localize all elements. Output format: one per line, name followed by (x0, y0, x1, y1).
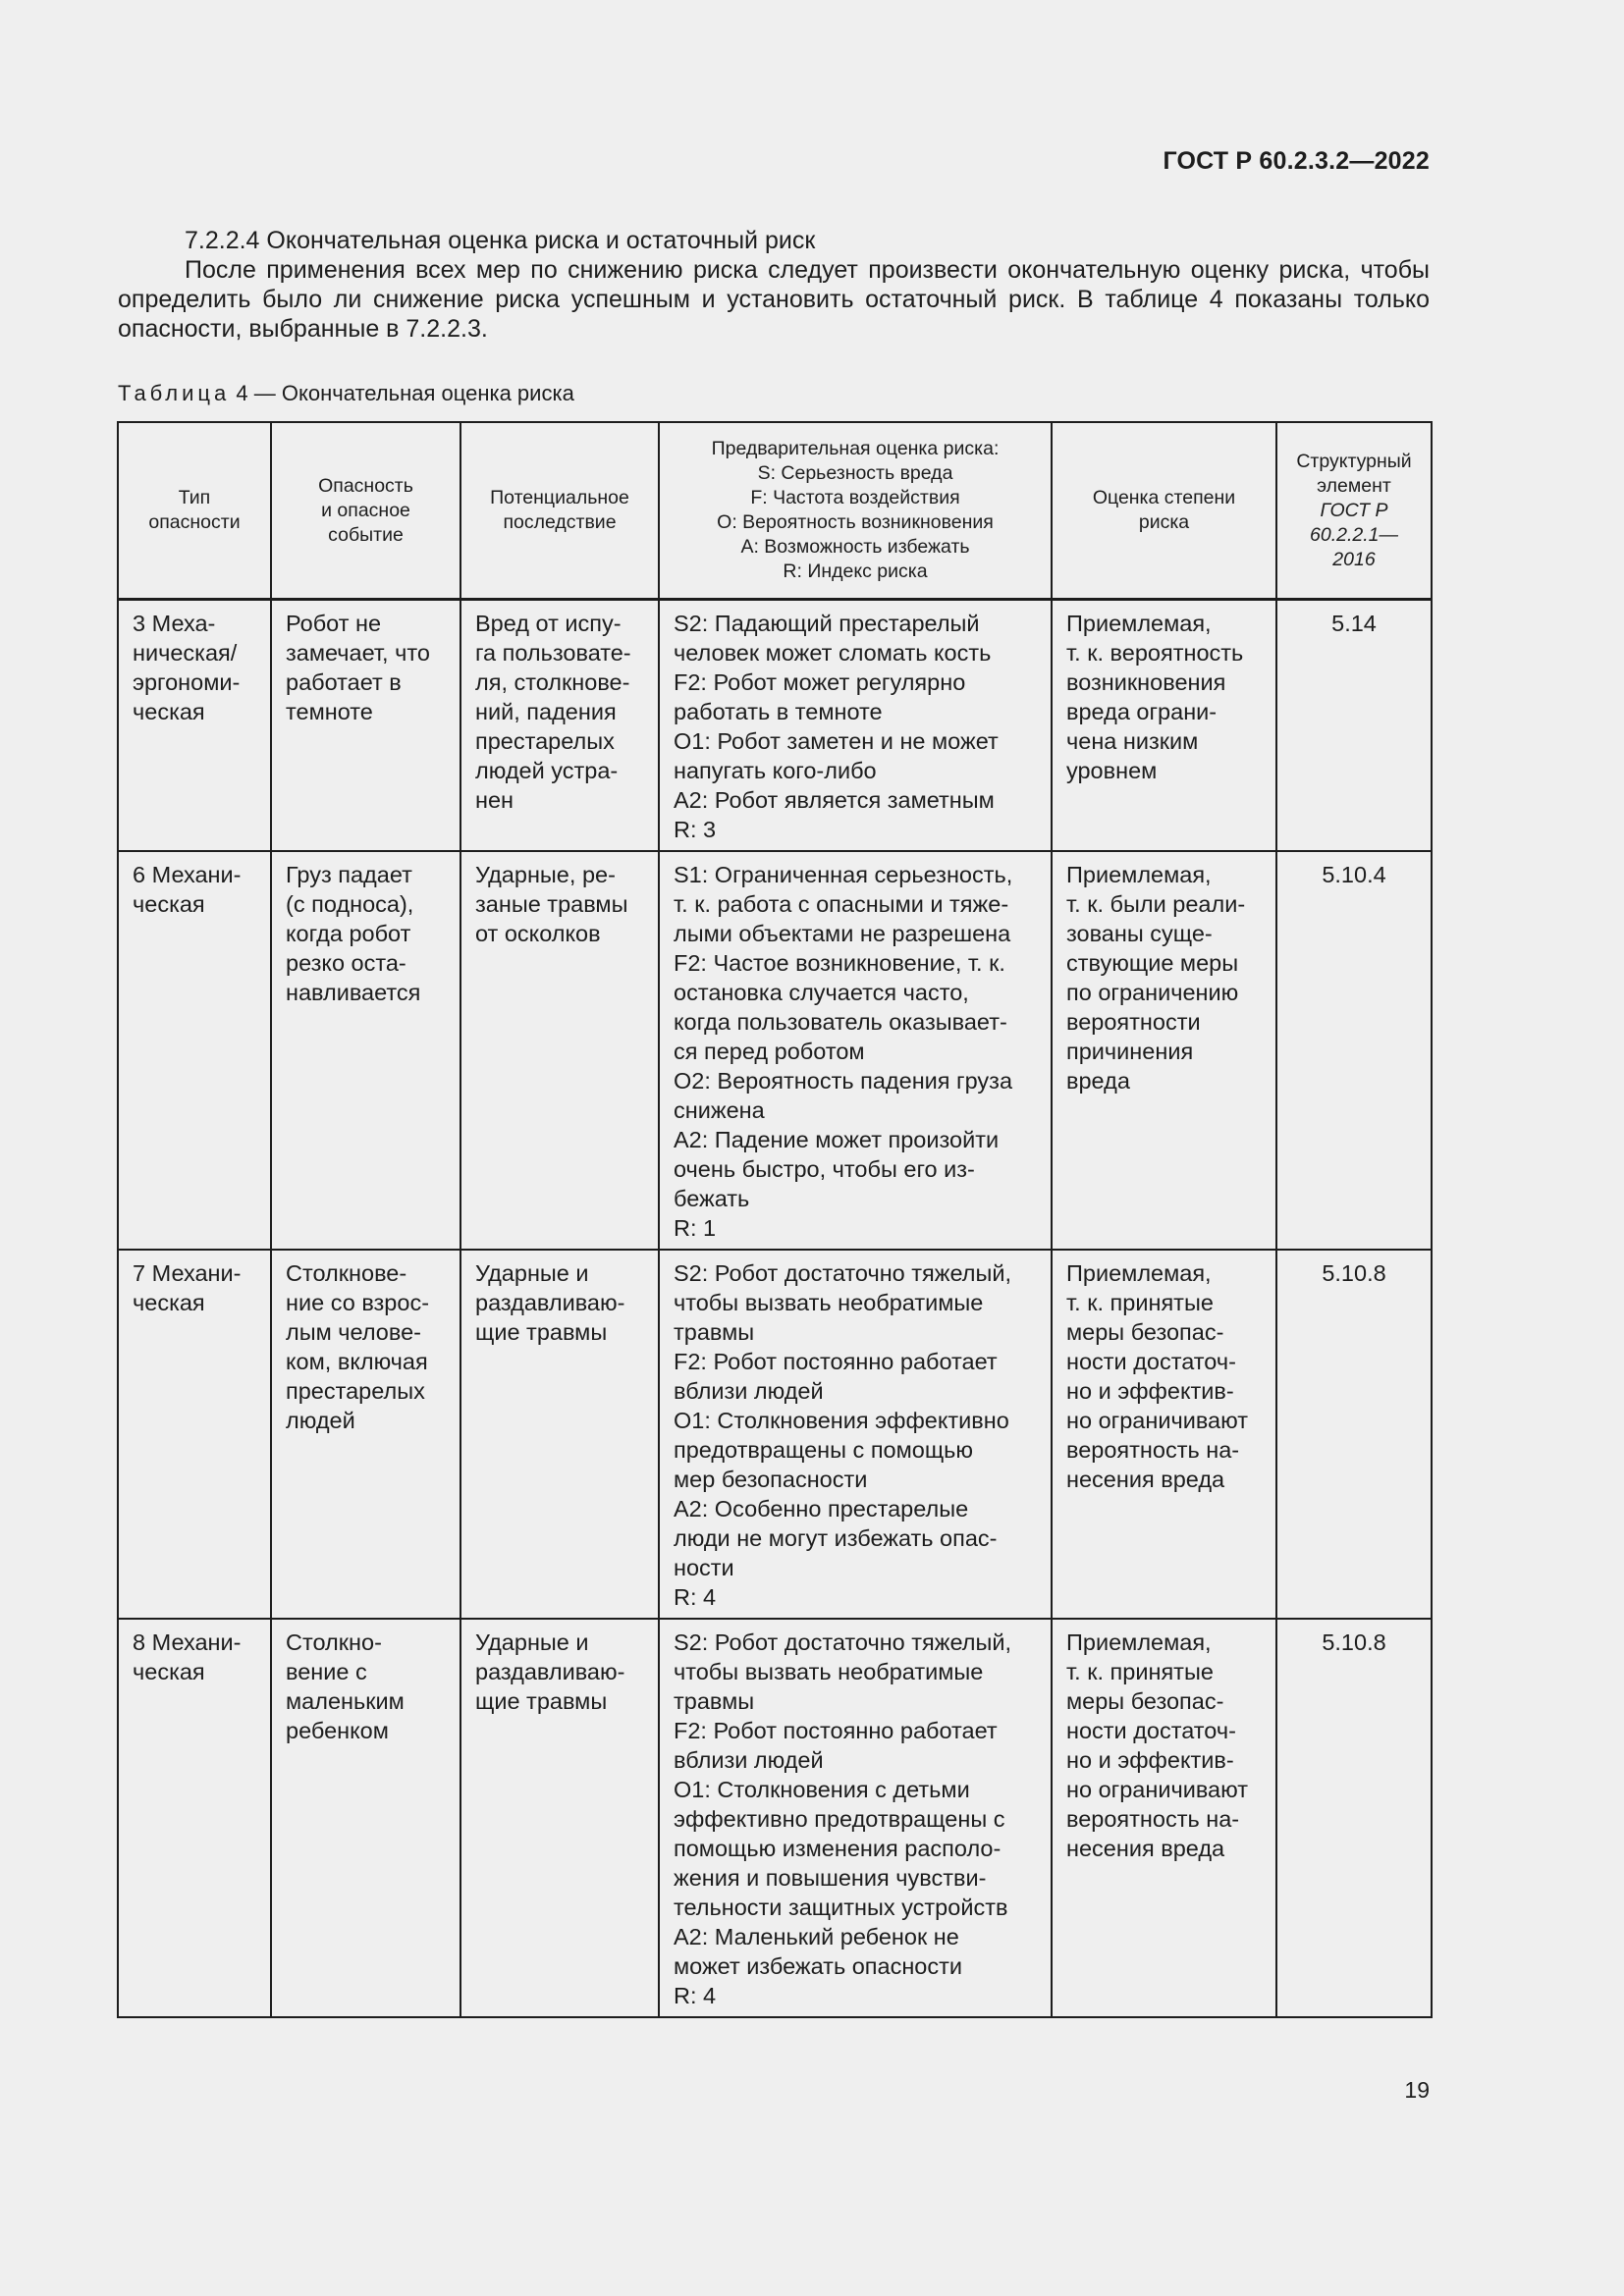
cell-line: но и эффектив- (1066, 1378, 1234, 1404)
section-body (118, 226, 1430, 344)
cell-line: вблизи людей (674, 1747, 824, 1773)
cell-line: чтобы вызвать необратимые (674, 1290, 984, 1315)
cell-line: Робот не (286, 611, 382, 636)
cell-line: тельности защитных устройств (674, 1895, 1008, 1920)
header-line: Предварительная оценка риска: (711, 438, 1000, 459)
cell-line: навливается (286, 980, 421, 1005)
cell-line: когда робот (286, 921, 411, 946)
cell-hazard-event (271, 851, 460, 1250)
cell-structural-element: 5.10.8 (1276, 1250, 1432, 1619)
cell-line: вероятности (1066, 1009, 1201, 1035)
cell-line: O1: Столкновения эффективно (674, 1408, 1009, 1433)
cell-line: вблизи людей (674, 1378, 824, 1404)
cell-line: ности достаточ- (1066, 1349, 1236, 1374)
cell-line: темноте (286, 699, 373, 724)
cell-line: O1: Робот заметен и не может (674, 728, 999, 754)
header-line-italic: 2016 (1332, 548, 1376, 570)
header-line: Структурный (1296, 450, 1412, 472)
cell-line: 6 Механи- (133, 862, 242, 887)
cell-line: щие травмы (475, 1688, 608, 1714)
cell-consequence (460, 1619, 659, 2017)
cell-line: причинения (1066, 1039, 1194, 1064)
header-line: F: Частота воздействия (750, 487, 960, 508)
document-code-header: ГОСТ Р 60.2.3.2—2022 (1163, 147, 1430, 175)
table-row (118, 851, 1432, 1250)
header-line: событие (328, 523, 404, 546)
cell-line: Приемлемая, (1066, 1260, 1212, 1286)
cell-line: S1: Ограниченная серьезность, (674, 862, 1013, 887)
table-caption-label: Таблица (118, 381, 231, 405)
table-row (118, 1250, 1432, 1619)
cell-line: т. к. работа с опасными и тяже- (674, 891, 1009, 917)
cell-line: но ограничивают (1066, 1408, 1248, 1433)
cell-line: т. к. принятые (1066, 1290, 1214, 1315)
cell-risk-level (1052, 600, 1276, 852)
cell-line: R: 4 (674, 1584, 717, 1610)
column-header-hazard-event (271, 422, 460, 600)
cell-line: Ударные, ре- (475, 862, 616, 887)
cell-line: травмы (674, 1319, 755, 1345)
cell-risk-level (1052, 851, 1276, 1250)
cell-line: возникновения (1066, 669, 1226, 695)
cell-line: O1: Столкновения с детьми (674, 1777, 970, 1802)
cell-hazard-type (118, 851, 271, 1250)
cell-line: га пользовате- (475, 640, 631, 666)
cell-line: ся перед роботом (674, 1039, 865, 1064)
cell-structural-element: 5.10.8 (1276, 1619, 1432, 2017)
cell-line: напугать кого-либо (674, 758, 877, 783)
cell-hazard-type (118, 600, 271, 852)
cell-line: престарелых (286, 1378, 425, 1404)
cell-line: вероятность на- (1066, 1806, 1240, 1832)
cell-line: ческая (133, 1659, 205, 1684)
column-header-consequence (460, 422, 659, 600)
cell-line: т. к. вероятность (1066, 640, 1244, 666)
cell-line: меры безопас- (1066, 1688, 1224, 1714)
cell-hazard-event (271, 1250, 460, 1619)
cell-line: мер безопасности (674, 1467, 868, 1492)
cell-line: F2: Частое возникновение, т. к. (674, 950, 1005, 976)
cell-line: A2: Маленький ребенок не (674, 1924, 959, 1949)
section-paragraph: После применения всех мер по снижению риска следует произвести окончательную оценку риска, чтобы определить было ли снижение риска успешным и установить остаточный риск. В таблице 4 показаны только опасности, выбранные в 7.2.2.3. (118, 256, 1430, 343)
cell-risk-level (1052, 1619, 1276, 2017)
cell-structural-element: 5.14 (1276, 600, 1432, 852)
cell-line: S2: Падающий престарелый (674, 611, 980, 636)
table-caption-number: 4 (236, 381, 248, 405)
cell-assessment (659, 851, 1052, 1250)
cell-assessment (659, 1619, 1052, 2017)
page-number: 19 (1404, 2077, 1430, 2103)
table-caption-title: — Окончательная оценка риска (253, 381, 574, 405)
table-row (118, 600, 1432, 852)
cell-line: O2: Вероятность падения груза (674, 1068, 1013, 1094)
cell-assessment (659, 1250, 1052, 1619)
cell-line: (с подноса), (286, 891, 414, 917)
cell-line: ническая/ (133, 640, 238, 666)
cell-line: A2: Особенно престарелые (674, 1496, 969, 1522)
cell-line: чена низким (1066, 728, 1199, 754)
cell-line: вреда (1066, 1068, 1130, 1094)
cell-line: но ограничивают (1066, 1777, 1248, 1802)
cell-line: 7 Механи- (133, 1260, 242, 1286)
cell-line: человек может сломать кость (674, 640, 992, 666)
cell-line: щие травмы (475, 1319, 608, 1345)
cell-line: ний, падения (475, 699, 617, 724)
cell-line: вероятность на- (1066, 1437, 1240, 1463)
cell-line: A2: Падение может произойти (674, 1127, 1000, 1152)
header-line: Опасность (318, 474, 413, 497)
cell-line: эргономи- (133, 669, 241, 695)
cell-line: вреда ограни- (1066, 699, 1218, 724)
header-line: риска (1138, 511, 1190, 533)
cell-line: зованы суще- (1066, 921, 1213, 946)
cell-line: нен (475, 787, 514, 813)
cell-line: маленьким (286, 1688, 405, 1714)
table-caption (118, 381, 574, 406)
cell-line: т. к. принятые (1066, 1659, 1214, 1684)
cell-line: раздавливаю- (475, 1659, 625, 1684)
cell-line: людей устра- (475, 758, 619, 783)
cell-line: престарелых (475, 728, 615, 754)
cell-line: но и эффектив- (1066, 1747, 1234, 1773)
cell-line: ком, включая (286, 1349, 428, 1374)
cell-line: эффективно предотвращены с (674, 1806, 1005, 1832)
cell-consequence (460, 1250, 659, 1619)
column-header-structural-element (1276, 422, 1432, 600)
cell-line: снижена (674, 1097, 765, 1123)
cell-line: чтобы вызвать необратимые (674, 1659, 984, 1684)
cell-line: ческая (133, 699, 205, 724)
table-header-row (118, 422, 1432, 600)
cell-line: люди не могут избежать опас- (674, 1525, 998, 1551)
cell-consequence (460, 851, 659, 1250)
column-header-preliminary-assessment (659, 422, 1052, 600)
cell-line: R: 3 (674, 817, 717, 842)
cell-line: работать в темноте (674, 699, 883, 724)
header-line-italic: ГОСТ Р (1320, 499, 1388, 521)
cell-assessment (659, 600, 1052, 852)
cell-line: предотвращены с помощью (674, 1437, 974, 1463)
table-row (118, 1619, 1432, 2017)
cell-line: вение с (286, 1659, 367, 1684)
cell-consequence (460, 600, 659, 852)
cell-line: 8 Механи- (133, 1629, 242, 1655)
header-line: O: Вероятность возникновения (717, 511, 994, 533)
cell-line: остановка случается часто, (674, 980, 969, 1005)
header-line: Тип (178, 487, 211, 508)
cell-line: несения вреда (1066, 1836, 1225, 1861)
cell-line: по ограничению (1066, 980, 1239, 1005)
cell-line: Приемлемая, (1066, 862, 1212, 887)
cell-line: Приемлемая, (1066, 611, 1212, 636)
cell-line: ребенком (286, 1718, 389, 1743)
cell-line: Приемлемая, (1066, 1629, 1212, 1655)
cell-line: может избежать опасности (674, 1953, 963, 1979)
cell-line: ние со взрос- (286, 1290, 430, 1315)
cell-line: ческая (133, 1290, 205, 1315)
cell-line: т. к. были реали- (1066, 891, 1246, 917)
cell-line: лым челове- (286, 1319, 421, 1345)
cell-line: помощью изменения располо- (674, 1836, 1001, 1861)
header-line: последствие (503, 511, 617, 533)
cell-line: R: 4 (674, 1983, 717, 2008)
cell-line: F2: Робот постоянно работает (674, 1349, 998, 1374)
cell-line: Груз падает (286, 862, 412, 887)
cell-line: заные травмы (475, 891, 628, 917)
cell-line: уровнем (1066, 758, 1158, 783)
cell-line: Ударные и (475, 1629, 589, 1655)
cell-line: Столкно- (286, 1629, 382, 1655)
cell-line: несения вреда (1066, 1467, 1225, 1492)
cell-line: меры безопас- (1066, 1319, 1224, 1345)
cell-line: травмы (674, 1688, 755, 1714)
cell-line: работает в (286, 669, 402, 695)
header-line: R: Индекс риска (783, 561, 928, 582)
cell-line: ствующие меры (1066, 950, 1239, 976)
header-line: опасности (148, 511, 241, 533)
cell-risk-level (1052, 1250, 1276, 1619)
cell-line: Ударные и (475, 1260, 589, 1286)
cell-line: Вред от испу- (475, 611, 622, 636)
cell-line: ности (674, 1555, 734, 1580)
cell-hazard-event (271, 600, 460, 852)
cell-line: раздавливаю- (475, 1290, 625, 1315)
cell-line: F2: Робот может регулярно (674, 669, 966, 695)
header-line: элемент (1317, 474, 1391, 497)
header-line: A: Возможность избежать (740, 536, 970, 558)
cell-line: ля, столкнове- (475, 669, 630, 695)
cell-line: R: 1 (674, 1215, 717, 1241)
cell-line: бежать (674, 1186, 750, 1211)
cell-line: A2: Робот является заметным (674, 787, 995, 813)
cell-line: Столкнове- (286, 1260, 407, 1286)
cell-line: S2: Робот достаточно тяжелый, (674, 1260, 1012, 1286)
cell-line: жения и повышения чувстви- (674, 1865, 987, 1891)
header-line: и опасное (321, 499, 410, 521)
risk-assessment-table (117, 421, 1433, 2018)
cell-hazard-type (118, 1619, 271, 2017)
cell-line: ности достаточ- (1066, 1718, 1236, 1743)
section-heading: 7.2.2.4 Окончательная оценка риска и остаточный риск (185, 227, 816, 254)
cell-line: S2: Робот достаточно тяжелый, (674, 1629, 1012, 1655)
cell-line: ческая (133, 891, 205, 917)
cell-line: от осколков (475, 921, 601, 946)
cell-line: F2: Робот постоянно работает (674, 1718, 998, 1743)
cell-line: резко оста- (286, 950, 406, 976)
header-line: Потенциальное (490, 487, 629, 508)
header-line-italic: 60.2.2.1— (1310, 523, 1398, 546)
cell-line: 3 Меха- (133, 611, 216, 636)
table-body (118, 600, 1432, 2018)
header-line: S: Серьезность вреда (757, 462, 953, 484)
cell-line: лыми объектами не разрешена (674, 921, 1011, 946)
cell-line: очень быстро, чтобы его из- (674, 1156, 975, 1182)
cell-line: замечает, что (286, 640, 430, 666)
cell-hazard-type (118, 1250, 271, 1619)
cell-structural-element: 5.10.4 (1276, 851, 1432, 1250)
column-header-risk-level (1052, 422, 1276, 600)
header-line: Оценка степени (1092, 487, 1236, 508)
cell-line: людей (286, 1408, 355, 1433)
cell-hazard-event (271, 1619, 460, 2017)
column-header-hazard-type (118, 422, 271, 600)
cell-line: когда пользователь оказывает- (674, 1009, 1007, 1035)
